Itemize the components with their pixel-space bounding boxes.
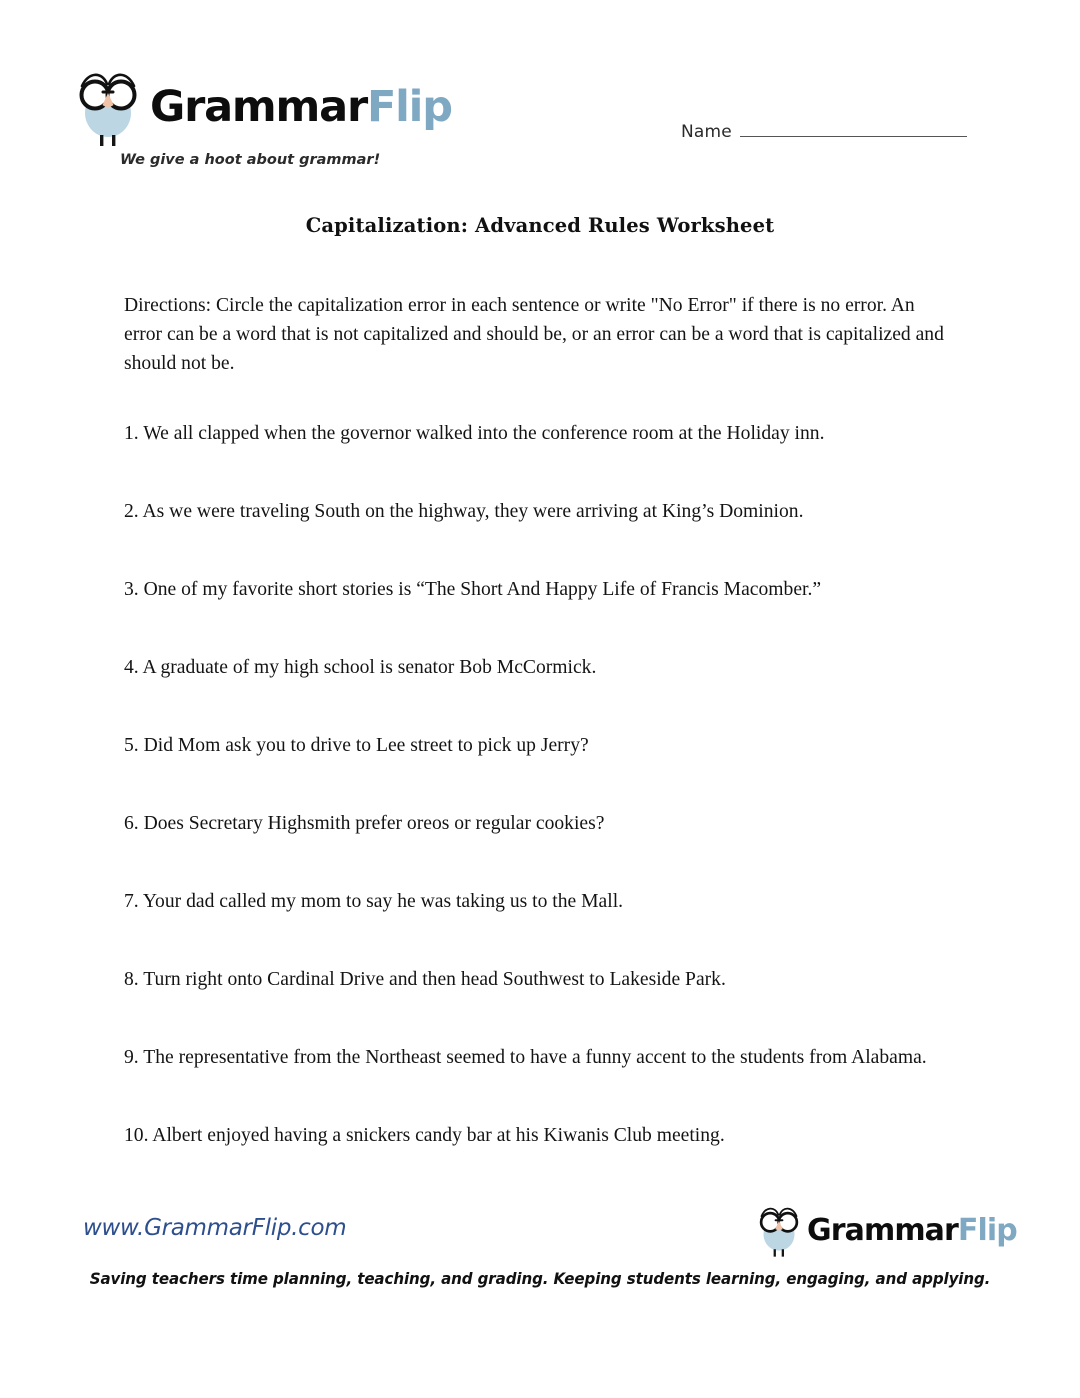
brand-wordmark-blue: Flip [366, 81, 452, 132]
owl-icon [757, 1200, 801, 1258]
name-field [681, 122, 967, 142]
footer-brand-wordmark [807, 1212, 1017, 1248]
footer-wordmark-dark: Grammar [807, 1212, 958, 1248]
brand-wordmark [150, 81, 452, 132]
name-input[interactable] [740, 122, 967, 137]
owl-icon [76, 62, 140, 148]
brand-row [76, 62, 496, 148]
page-header [0, 0, 1080, 190]
question-item-3: 3. One of my favorite short stories is “The Short And Happy Life of Francis Macomber.” [124, 579, 822, 600]
footer-tagline: Saving teachers time planning, teaching, and grading. Keeping students learning, engaging, and applying. [89, 1269, 991, 1288]
question-item-9: 9. The representative from the Northeast seemed to have a funny accent to the students from Alabama. [124, 1047, 927, 1068]
question-item-4: 4. A graduate of my high school is senator Bob McCormick. [124, 657, 597, 678]
question-item-8: 8. Turn right onto Cardinal Drive and then head Southwest to Lakeside Park. [124, 969, 726, 990]
question-item-5: 5. Did Mom ask you to drive to Lee street to pick up Jerry? [124, 735, 589, 756]
brand-tagline: We give a hoot about grammar! [120, 152, 381, 168]
name-label: Name [681, 122, 732, 142]
website-url-link[interactable]: www.GrammarFlip.com [83, 1215, 347, 1241]
question-item-10: 10. Albert enjoyed having a snickers candy bar at his Kiwanis Club meeting. [124, 1125, 725, 1146]
footer-wordmark-blue: Flip [957, 1212, 1017, 1248]
question-list [124, 419, 962, 1150]
brand-wordmark-dark: Grammar [150, 81, 367, 132]
brand-logo-header [76, 62, 496, 168]
question-item-6: 6. Does Secretary Highsmith prefer oreos or regular cookies? [124, 813, 605, 834]
question-item-1: 1. We all clapped when the governor walked into the conference room at the Holiday inn. [124, 423, 825, 444]
question-item-2: 2. As we were traveling South on the highway, they were arriving at King’s Dominion. [124, 501, 804, 522]
directions-text: Directions: Circle the capitalization error in each sentence or write "No Error" if there is no error. An error can be a word that is not capitalized and should be, or an error can be a word that is capitalized and should not be. [124, 295, 944, 374]
page-footer [0, 1196, 1080, 1398]
question-item-7: 7. Your dad called my mom to say he was taking us to the Mall. [124, 891, 624, 912]
page-title: Capitalization: Advanced Rules Worksheet [305, 214, 775, 237]
brand-logo-footer [757, 1200, 1017, 1258]
